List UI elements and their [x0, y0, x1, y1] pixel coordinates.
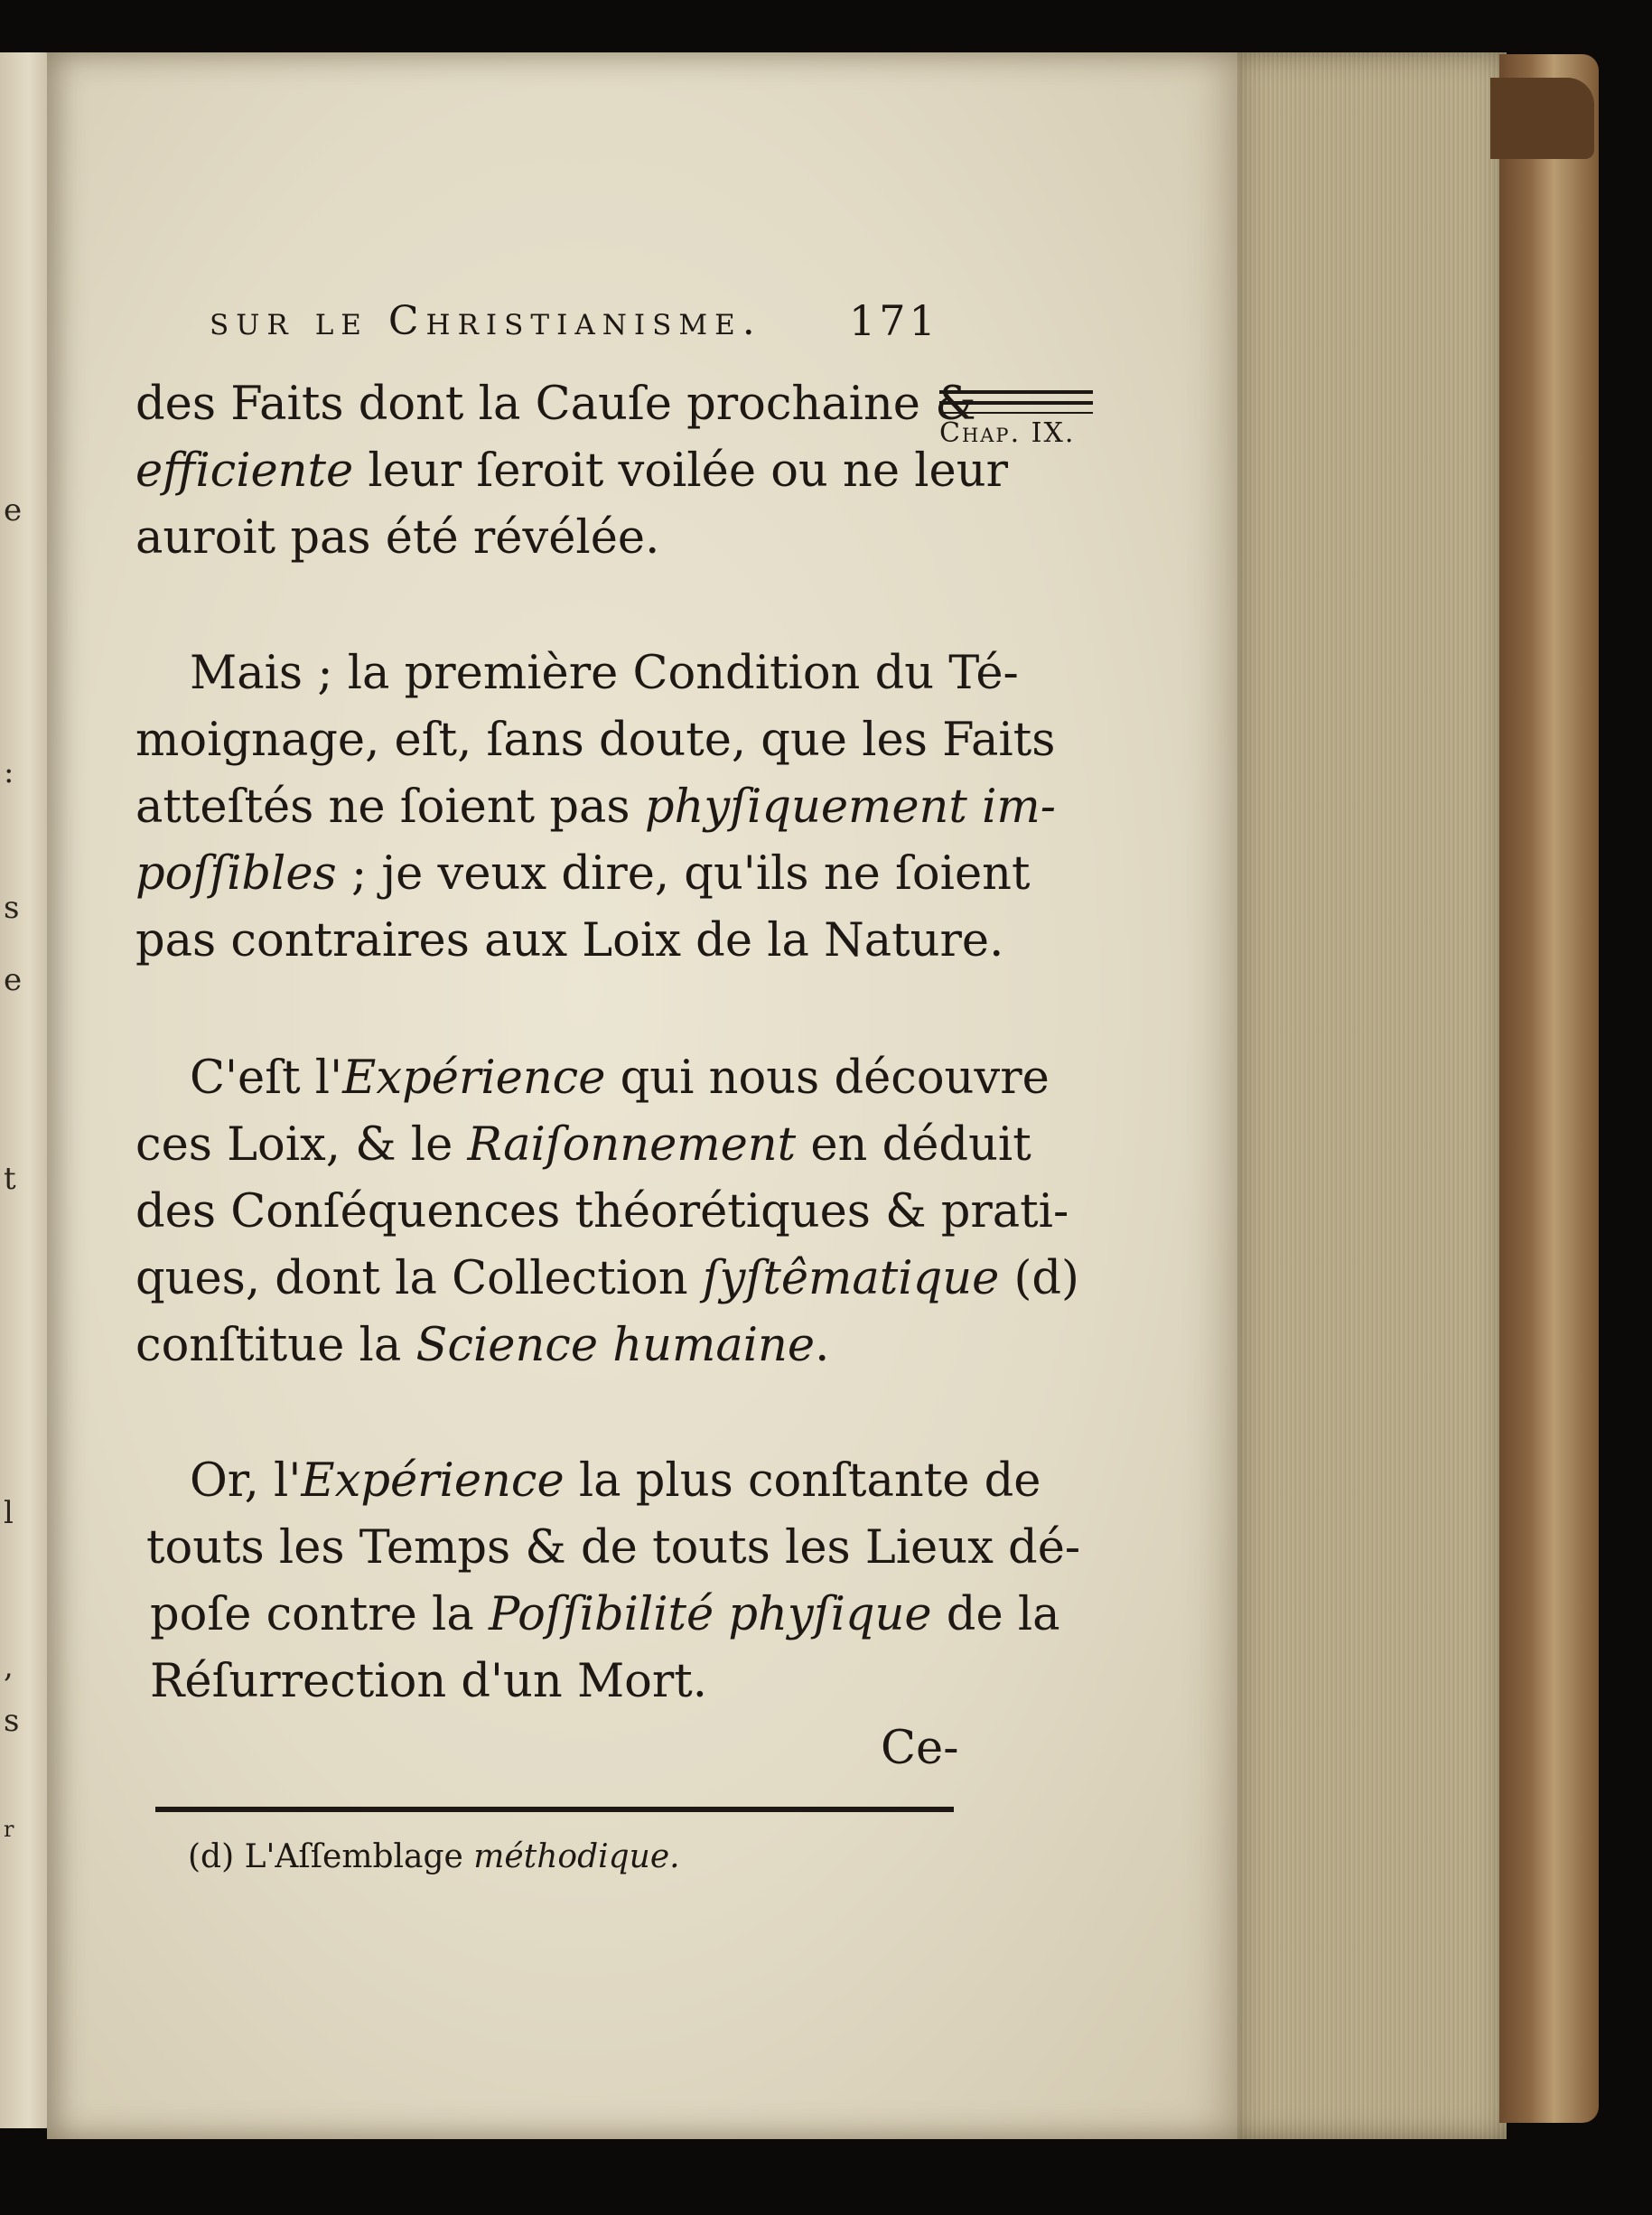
page-edges [1236, 52, 1507, 2139]
footnote-separator [155, 1807, 954, 1812]
book-binding [1499, 54, 1599, 2123]
running-header: sur le Christianisme. [210, 298, 762, 344]
left-page-fragment: e [4, 962, 23, 998]
left-page-edge [0, 52, 52, 2128]
left-page-fragment: r [4, 1817, 14, 1842]
text-line: Or, l'Expérience la plus conſtante de [190, 1454, 1041, 1508]
chapter-margin-note: Chap. IX. [939, 417, 1076, 449]
footnote-marker: (d) [188, 1838, 235, 1875]
text-line: des Faits dont la Cauſe prochaine & [135, 378, 976, 431]
left-page-fragment: : [4, 754, 14, 790]
left-page-fragment: s [4, 890, 20, 926]
text-line: Mais ; la première Condition du Té- [190, 647, 1019, 700]
text-line: auroit pas été révélée. [135, 511, 660, 565]
text-line: atteſtés ne ſoient pas phyſiquement im- [135, 780, 1056, 834]
left-page-fragment: e [4, 492, 23, 528]
text-line: touts les Temps & de touts les Lieux dé- [146, 1521, 1081, 1575]
binding-corner [1490, 78, 1594, 159]
text-line: poſe contre la Poſſibilité phyſique de la [150, 1588, 1060, 1641]
text-line: des Conſéquences théorétiques & prati- [135, 1185, 1069, 1238]
left-page-fragment: t [4, 1161, 16, 1197]
left-page-fragment: s [4, 1703, 20, 1739]
left-page-fragment: , [4, 1649, 14, 1685]
text-line: efficiente leur ſeroit voilée ou ne leur [135, 444, 1008, 498]
text-line: moignage, eſt, ſans doute, que les Faits [135, 714, 1056, 767]
text-line: conſtitue la Science humaine. [135, 1319, 830, 1372]
text-line: poſſibles ; je veux dire, qu'ils ne ſoient [135, 847, 1031, 901]
text-line: pas contraires aux Loix de la Nature. [135, 914, 1004, 967]
page-number: 171 [849, 296, 939, 345]
text-line: C'eſt l'Expérience qui nous découvre [190, 1051, 1050, 1105]
catchword: Ce- [881, 1722, 959, 1775]
footnote: (d) L'Aſſemblage méthodique. [188, 1838, 680, 1875]
text-line: ces Loix, & le Raiſonnement en déduit [135, 1118, 1031, 1172]
text-line: Réſurrection d'un Mort. [150, 1655, 707, 1708]
left-page-fragment: l [4, 1495, 14, 1531]
text-line: ques, dont la Collection ſyſtêmatique (d) [135, 1252, 1079, 1305]
